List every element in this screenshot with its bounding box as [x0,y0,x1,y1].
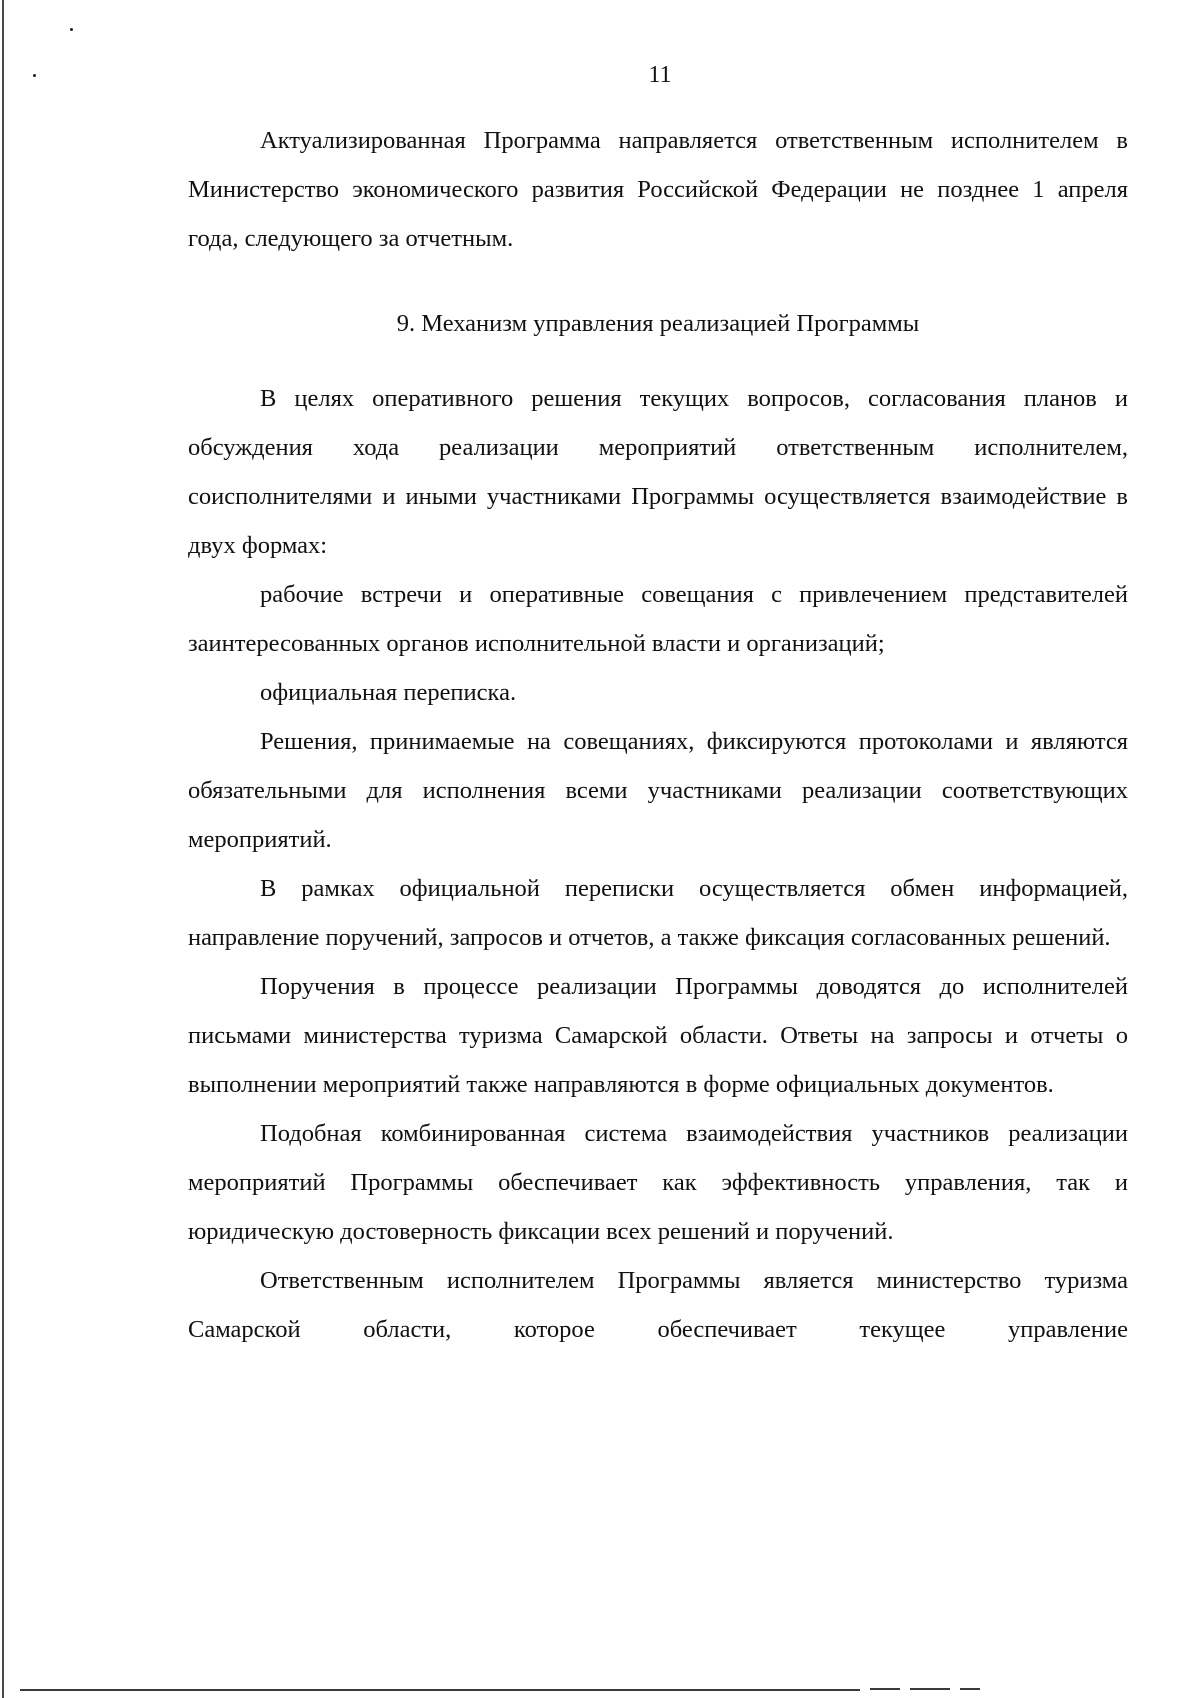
document-body [188,116,1128,1354]
scan-speck [70,28,73,31]
paragraph: рабочие встречи и оперативные совещания с привлечением представителей заинтересованных органов исполнительной власти и организаций; [188,581,1128,657]
section-heading: 9. Механизм управления реализацией Программы [396,310,920,337]
paragraph: Подобная комбинированная система взаимодействия участников реализации мероприятий Программы обеспечивает как эффективность управления, так и юридическую достоверность фиксации всех решений и поручений. [188,1120,1128,1245]
scan-artifact [910,1688,950,1690]
scan-artifact [960,1688,980,1690]
page-bottom-edge [20,1689,860,1691]
paragraph: Поручения в процессе реализации Программы доводятся до исполнителей письмами министерства туризма Самарской области. Ответы на запросы и отчеты о выполнении мероприятий также направляются в форме официальных документов. [188,973,1128,1098]
page-number: 11 [648,62,672,88]
scan-artifact [870,1688,900,1690]
paragraph: В целях оперативного решения текущих вопросов, согласования планов и обсуждения хода реализации мероприятий ответственным исполнителем, соисполнителями и иными участниками Программы осуществляется взаимодействие в двух формах: [188,385,1128,559]
paragraph: Актуализированная Программа направляется ответственным исполнителем в Министерство экономического развития Российской Федерации не позднее 1 апреля года, следующего за отчетным. [188,127,1128,252]
paragraph: официальная переписка. [260,679,517,706]
paragraph: Ответственным исполнителем Программы является министерство туризма Самарской области, которое обеспечивает текущее управление [188,1267,1128,1343]
paragraph: В рамках официальной переписки осуществляется обмен информацией, направление поручений, запросов и отчетов, а также фиксация согласованных решений. [188,875,1128,951]
paragraph: Решения, принимаемые на совещаниях, фиксируются протоколами и являются обязательными для исполнения всеми участниками реализации соответствующих мероприятий. [188,728,1128,853]
page-left-edge [2,0,4,1698]
